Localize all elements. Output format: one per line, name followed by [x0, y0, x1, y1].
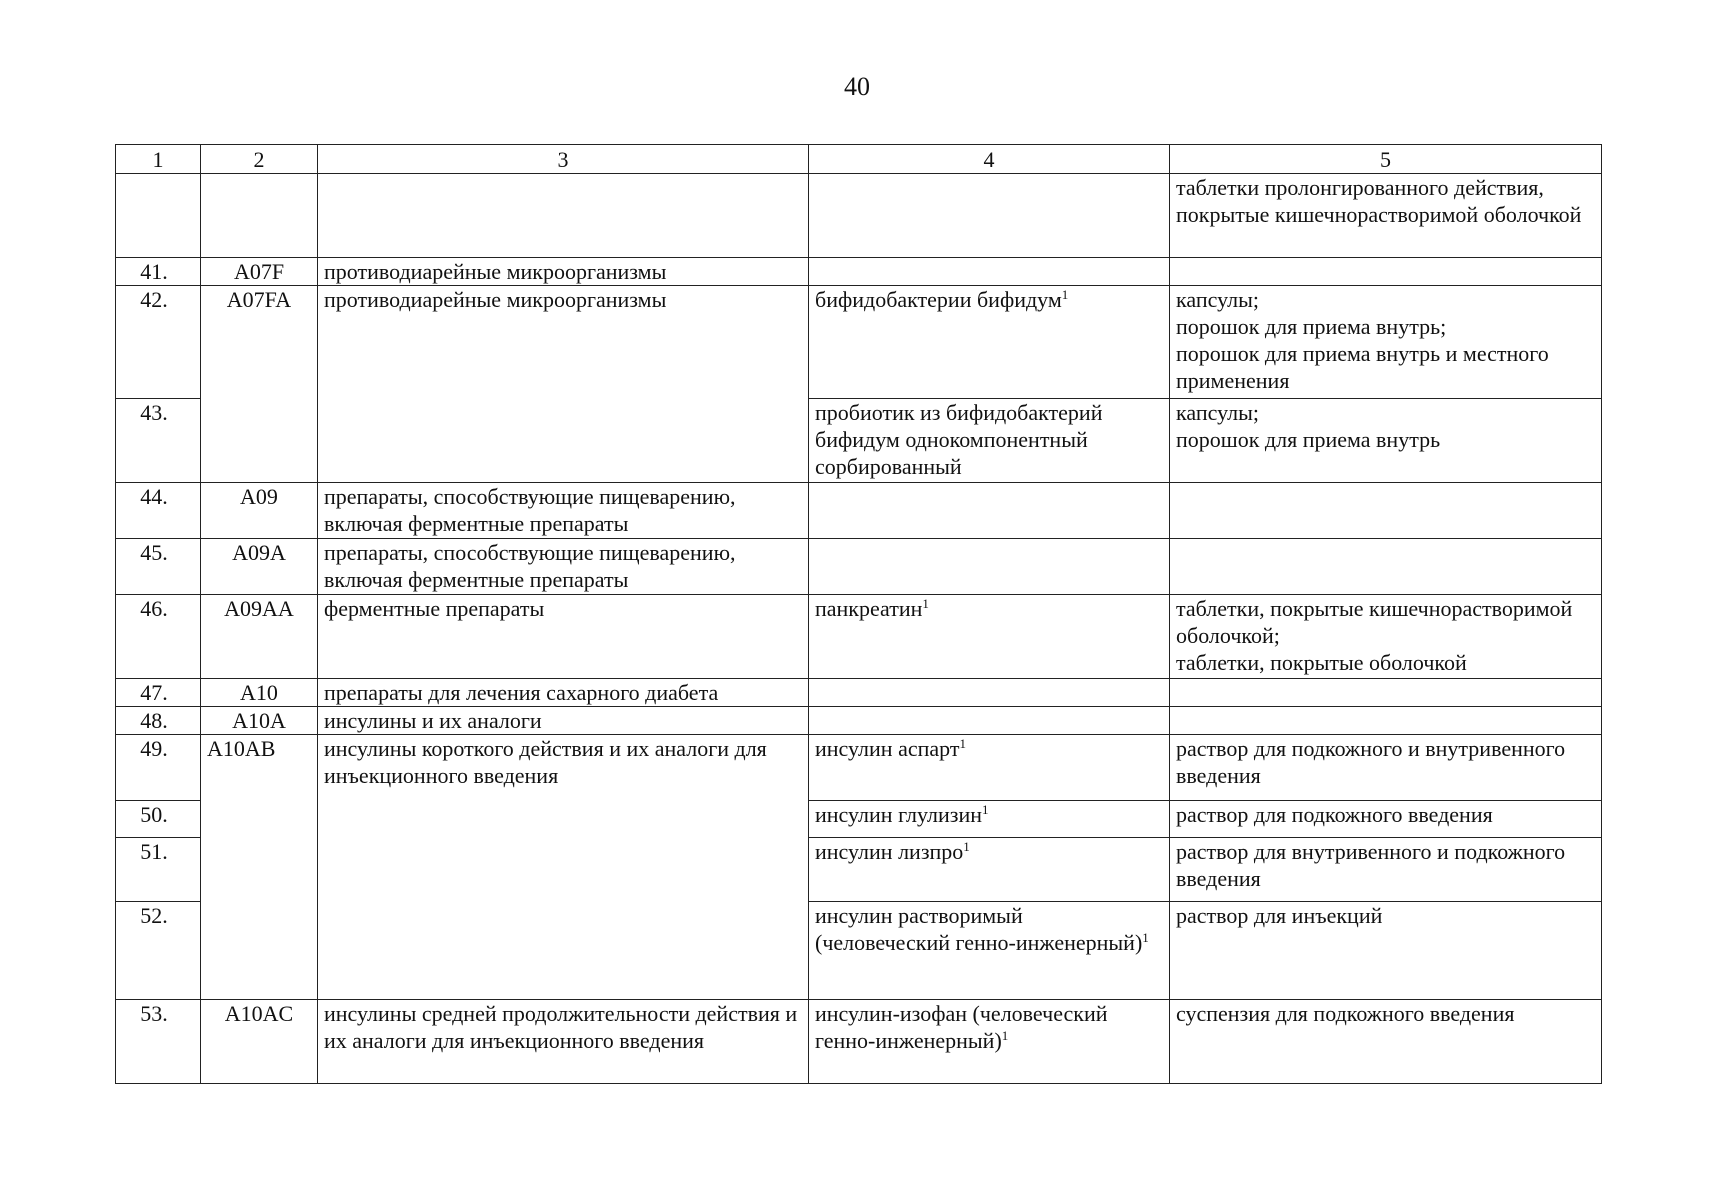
- dosage-forms: суспензия для подкожного введения: [1170, 1000, 1602, 1084]
- header-cell: 5: [1170, 145, 1602, 174]
- row-number: 44.: [116, 483, 201, 539]
- row-number: 46.: [116, 595, 201, 679]
- atc-code: A07FA: [201, 286, 318, 483]
- atc-code: A10: [201, 679, 318, 707]
- table-row: [116, 707, 1602, 735]
- header-row: [116, 145, 1602, 174]
- row-number: 52.: [116, 902, 201, 1000]
- group-name: препараты для лечения сахарного диабета: [318, 679, 809, 707]
- dosage-forms: [1170, 539, 1602, 595]
- dosage-forms: [1170, 258, 1602, 286]
- row-number: 42.: [116, 286, 201, 399]
- table-row: [116, 679, 1602, 707]
- drug-name: [809, 483, 1170, 539]
- row-number: 50.: [116, 801, 201, 838]
- drug-name-text: инсулин аспарт: [815, 736, 960, 761]
- drug-name-text: инсулин глулизин: [815, 802, 982, 827]
- dosage-forms: раствор для подкожного и внутривенного введения: [1170, 735, 1602, 801]
- drug-name-text: инсулин лизпро: [815, 839, 964, 864]
- drug-name: [809, 801, 1170, 838]
- table-row: [116, 286, 1602, 399]
- table-row: [116, 483, 1602, 539]
- row-number: 47.: [116, 679, 201, 707]
- group-name: инсулины средней продолжительности действия и их аналоги для инъекционного введения: [318, 1000, 809, 1084]
- dosage-forms: раствор для инъекций: [1170, 902, 1602, 1000]
- row-number: 48.: [116, 707, 201, 735]
- table-row: [116, 174, 1602, 258]
- dosage-forms: раствор для внутривенного и подкожного введения: [1170, 838, 1602, 902]
- dosage-forms: таблетки, покрытые кишечнорастворимой оболочкой; таблетки, покрытые оболочкой: [1170, 595, 1602, 679]
- drug-name-text: инсулин-изофан (человеческий генно-инженерный): [815, 1001, 1108, 1053]
- dosage-forms: капсулы; порошок для приема внутрь; порошок для приема внутрь и местного применения: [1170, 286, 1602, 399]
- row-number: [116, 174, 201, 258]
- dosage-forms: [1170, 679, 1602, 707]
- group-name: [318, 174, 809, 258]
- drug-name: [809, 174, 1170, 258]
- group-name: препараты, способствующие пищеварению, включая ферментные препараты: [318, 483, 809, 539]
- footnote-mark: 1: [922, 596, 929, 611]
- group-name: инсулины и их аналоги: [318, 707, 809, 735]
- header-cell: 2: [201, 145, 318, 174]
- page-number: 40: [844, 72, 870, 101]
- group-name: препараты, способствующие пищеварению, включая ферментные препараты: [318, 539, 809, 595]
- row-number: 51.: [116, 838, 201, 902]
- group-name: противодиарейные микроорганизмы: [318, 286, 809, 483]
- drug-name: [809, 1000, 1170, 1084]
- atc-code: A09AA: [201, 595, 318, 679]
- row-number: 53.: [116, 1000, 201, 1084]
- footnote-mark: 1: [1001, 1028, 1009, 1043]
- header-cell: 4: [809, 145, 1170, 174]
- table-row: [116, 539, 1602, 595]
- atc-code: [201, 174, 318, 258]
- row-number: 45.: [116, 539, 201, 595]
- drug-name-text: инсулин растворимый (человеческий генно-инженерный): [815, 903, 1143, 955]
- atc-code: A10AB: [201, 735, 318, 1000]
- drug-name: [809, 258, 1170, 286]
- footnote-mark: 1: [1142, 930, 1149, 945]
- header-cell: 3: [318, 145, 809, 174]
- atc-code: A10A: [201, 707, 318, 735]
- atc-code: A07F: [201, 258, 318, 286]
- footnote-mark: 1: [982, 802, 989, 817]
- table-row: [116, 595, 1602, 679]
- dosage-forms: [1170, 707, 1602, 735]
- row-number: 49.: [116, 735, 201, 801]
- table-row: [116, 735, 1602, 801]
- atc-code: A10AC: [201, 1000, 318, 1084]
- drug-name: [809, 838, 1170, 902]
- drug-table: [115, 144, 1602, 1084]
- drug-name: [809, 679, 1170, 707]
- footnote-mark: 1: [1061, 287, 1069, 302]
- dosage-forms: [1170, 483, 1602, 539]
- atc-code: A09A: [201, 539, 318, 595]
- dosage-forms: таблетки пролонгированного действия, покрытые кишечнорастворимой оболочкой: [1170, 174, 1602, 258]
- table-row: [116, 258, 1602, 286]
- row-number: 43.: [116, 399, 201, 483]
- row-number: 41.: [116, 258, 201, 286]
- drug-name: пробиотик из бифидобактерий бифидум однокомпонентный сорбированный: [809, 399, 1170, 483]
- dosage-forms: капсулы; порошок для приема внутрь: [1170, 399, 1602, 483]
- dosage-forms: раствор для подкожного введения: [1170, 801, 1602, 838]
- group-name: ферментные препараты: [318, 595, 809, 679]
- drug-name: [809, 539, 1170, 595]
- atc-code: A09: [201, 483, 318, 539]
- drug-name: [809, 286, 1170, 399]
- drug-name-text: панкреатин: [815, 596, 923, 621]
- drug-name: [809, 707, 1170, 735]
- footnote-mark: 1: [959, 736, 966, 751]
- table-row: [116, 1000, 1602, 1084]
- drug-name-text: бифидобактерии бифидум: [815, 287, 1062, 312]
- group-name: инсулины короткого действия и их аналоги для инъекционного введения: [318, 735, 809, 1000]
- footnote-mark: 1: [963, 839, 970, 854]
- header-cell: 1: [116, 145, 201, 174]
- drug-name: [809, 735, 1170, 801]
- drug-name: [809, 595, 1170, 679]
- group-name: противодиарейные микроорганизмы: [318, 258, 809, 286]
- drug-name: [809, 902, 1170, 1000]
